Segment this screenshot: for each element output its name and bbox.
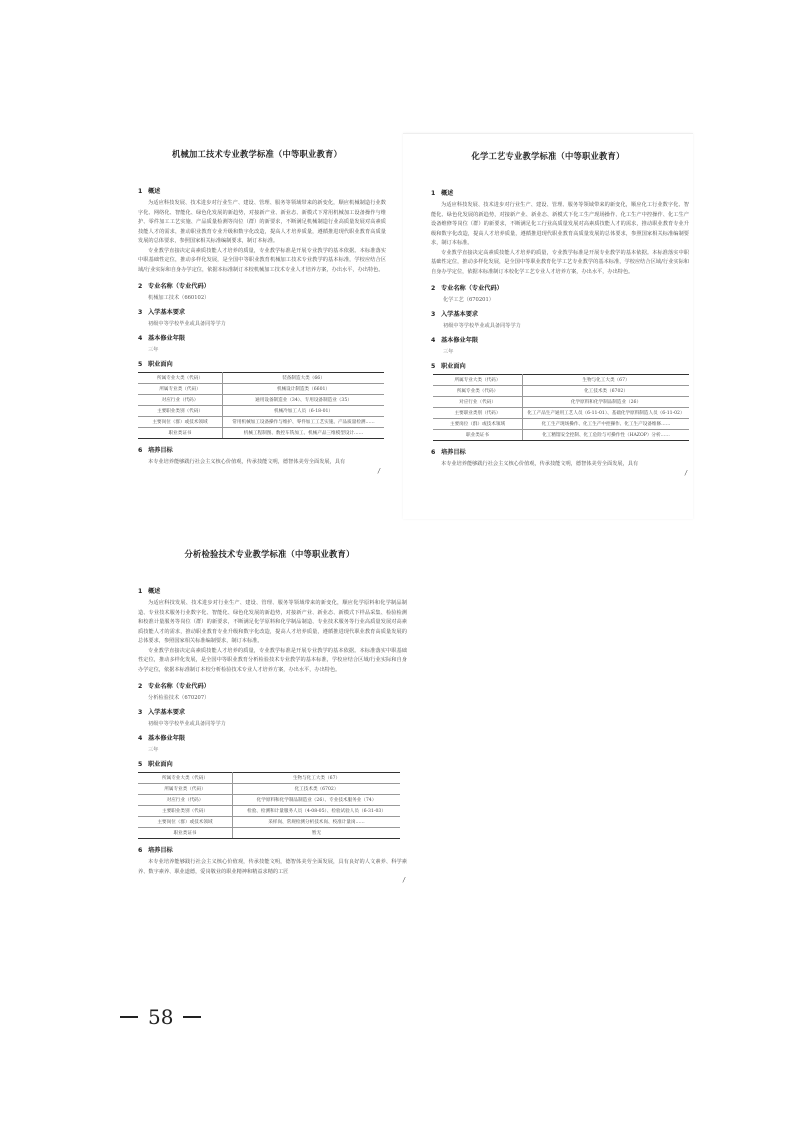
- table-row: 主要岗位（群）或技术领域 采样岗、常规检测分析技术岗、校准计量岗……: [138, 817, 400, 828]
- section-heading-6: 6 培养目标: [138, 847, 173, 854]
- section-heading-4: 4 基本修业年限: [138, 735, 186, 742]
- document-page-chemical: [403, 133, 693, 519]
- table-row: 所属专业大类（代码） 装备制造大类（66）: [138, 373, 384, 384]
- continuation-mark: /: [684, 469, 687, 477]
- overview-paragraph-2: 专业教学直接决定高素质技能人才培养的质量，专业教学标准是开展专业教学的基本依据。本标准落实中职基础性定位，推动多样化发展，是全国中等职业教育分析检验技术专业教学的基本标准，学校应结合区域/行业实际和自身办学定位，依据本标准制订本校分析检验技术专业人才培养方案，办出水平，办出特色。: [138, 647, 407, 673]
- entry-requirement: 初级中等学校毕业或具备同等学力: [148, 321, 226, 327]
- overview-paragraph-2: 专业教学直接决定高素质技能人才培养的质量，专业教学标准是开展专业教学的基本依据。本标准落实中职基础性定位，推动多样化发展，是全国中等职业教育化学工艺专业教学的基本标准，学校应结合区域/行业实际和自身办学定位，依据本标准制订本校化学工艺专业人才培养方案，办出水平，办出特色。: [431, 249, 689, 275]
- doc-title: 分析检验技术专业教学标准（中等职业教育）: [184, 549, 355, 559]
- dash-right: [183, 1016, 201, 1018]
- overview-paragraph-1: 为适应科技发展、技术进步对行业生产、建设、管理、服务等领域带来的新变化，顺应化工行业数字化、智能化、绿色化发展的新趋势，对接新产业、新业态、新模式下化工生产现场操作、化工生产中控操作、化工生产设备维修等岗位（群）的新要求，不断满足化工行业高质量发展对高素质技能人才的需求，推动职业教育专业升级和数字化改造，提高人才培养质量，遵循推进现代职业教育高质量发展的总体要求，参照国家相关标准编制要求，制订本标准。: [431, 202, 689, 246]
- entry-requirement: 初级中等学校毕业或具备同等学力: [443, 323, 521, 329]
- study-years: 三年: [443, 349, 454, 355]
- section-heading-4: 4 基本修业年限: [431, 337, 479, 344]
- entry-requirement: 初级中等学校毕业或具备同等学力: [148, 721, 226, 727]
- table-row: 职业类证书 暂无: [138, 828, 400, 839]
- doc-title: 机械加工技术专业教学标准（中等职业教育）: [172, 149, 342, 159]
- section-heading-1: 1 概述: [431, 190, 454, 197]
- table-row: 所属专业类（代码） 机械设计制造类（6601）: [138, 384, 384, 395]
- section-heading-6: 6 培养目标: [431, 449, 466, 456]
- section-heading-1: 1 概述: [138, 588, 161, 595]
- overview-paragraph-2: 专业教学直接决定高素质技能人才培养的质量，专业教学标准是开展专业教学的基本依据。本标准落实中职基础性定位，推动多样化发展，是全国中等职业教育机械加工技术专业教学的基本标准，学校应结合区域/行业实际和自身办学定位，依据本标准制订本校机械加工技术专业人才培养方案，办出水平，办出特色。: [138, 247, 386, 273]
- section-heading-3: 3 入学基本要求: [138, 309, 186, 316]
- table-row: 职业类证书 机械工程制图、数控车铣加工、机械产品三维模型设计……: [138, 428, 384, 439]
- table-row: 所属专业类（代码） 化工技术类（6702）: [138, 784, 400, 795]
- major-name: 化学工艺（670201）: [443, 297, 494, 303]
- major-name: 分析检验技术（670207）: [148, 695, 210, 701]
- career-orientation-table: [138, 772, 400, 839]
- table-row: 主要职业类别（代码） 检验、检测和计量服务人员（4-08-05）、检验试验人员（6-31-03）: [138, 806, 400, 817]
- table-row: 主要岗位（群）或技术领域 常用机械加工设备操作与维护、零件加工工艺实施、产品质量检测……: [138, 417, 384, 428]
- continuation-mark: /: [377, 467, 380, 475]
- section-heading-3: 3 入学基本要求: [138, 709, 186, 716]
- section-heading-5: 5 职业面向: [138, 761, 173, 768]
- study-years: 三年: [148, 347, 159, 353]
- career-orientation-table: [138, 372, 384, 439]
- section-heading-2: 2 专业名称（专业代码）: [431, 285, 503, 292]
- document-page-analysis: [128, 540, 411, 895]
- dash-left: [120, 1016, 138, 1018]
- overview-paragraph-1: 为适应科技发展、技术进步对行业生产、建设、管理、服务等领域带来的新变化，顺应机械制造行业数字化、网络化、智能化、绿色化发展的新趋势，对接新产业、新业态、新模式下常用机械加工设备操作与维护、零件加工工艺实施、产品质量检测等岗位（群）的新要求，不断满足机械制造行业高质量发展对高素质技能人才的需求，推动职业教育专业升级和数字化改造，提高人才培养质量，遵循推进现代职业教育高质量发展的总体要求，参照国家相关标准编制要求，制订本标准。: [138, 200, 386, 244]
- career-orientation-table: [433, 374, 689, 441]
- table-row: 对应行业（代码） 化学原料和化学制品制造业（26）: [433, 397, 689, 408]
- section-heading-5: 5 职业面向: [431, 363, 466, 370]
- section-heading-3: 3 入学基本要求: [431, 311, 479, 318]
- doc-title: 化学工艺专业教学标准（中等职业教育）: [471, 151, 625, 161]
- table-row: 职业类证书 化工精馏安全控制、化工危险与可操作性（HAZOP）分析……: [433, 430, 689, 441]
- section-heading-2: 2 专业名称（专业代码）: [138, 683, 210, 690]
- table-row: 所属专业大类（代码） 生物与化工大类（67）: [433, 375, 689, 386]
- overview-paragraph-1: 为适应科技发展、技术进步对行业生产、建设、管理、服务等领域带来的新变化，顺应化学原料和化学制品制造、专业技术服务行业数字化、智能化、绿色化发展的新趋势，对接新产业、新业态、新模式下样品采集、检验检测和校准计量服务等岗位（群）的新要求，不断满足化学原料和化学制品制造、专业技术服务等行业高质量发展对高素质技能人才的需求，推动职业教育专业升级和数字化改造，提高人才培养质量，遵循推进现代职业教育高质量发展的总体要求，参照国家相关标准编制要求，制订本标准。: [138, 600, 407, 644]
- section-heading-1: 1 概述: [138, 188, 161, 195]
- table-row: 所属专业大类（代码） 生物与化工大类（67）: [138, 773, 400, 784]
- section-heading-4: 4 基本修业年限: [138, 335, 186, 342]
- section-heading-5: 5 职业面向: [138, 361, 173, 368]
- table-row: 对应行业（代码） 化学原料和化学制品制造业（26）、专业技术服务业（74）: [138, 795, 400, 806]
- goal-paragraph: 本专业培养能够践行社会主义核心价值观，传承技能文明，德智体美劳全面发展，具有: [148, 459, 346, 465]
- table-row: 主要职业类别（代码） 化工产品生产通用工艺人员（6-11-01）、基础化学原料制造人员（6-11-02）: [433, 408, 689, 419]
- table-row: 所属专业类（代码） 化工技术类（6702）: [433, 386, 689, 397]
- table-row: 主要职业类别（代码） 机械冷加工人员（6-18-01）: [138, 406, 384, 417]
- section-heading-6: 6 培养目标: [138, 447, 173, 454]
- continuation-mark: /: [402, 877, 405, 884]
- page-number-text: 58: [148, 1005, 174, 1029]
- table-row: 对应行业（代码） 通用设备制造业（34）、专用设备制造业（35）: [138, 395, 384, 406]
- table-row: 主要岗位（群）或技术领域 化工生产现场操作、化工生产中控操作、化工生产设备维修……: [433, 419, 689, 430]
- goal-paragraph: 本专业培养能够践行社会主义核心价值观，传承技能文明，德智体美劳全面发展，具有: [441, 461, 639, 467]
- document-page-mechanical: [128, 140, 386, 508]
- page-number: [120, 1005, 201, 1029]
- study-years: 三年: [148, 747, 159, 753]
- goal-paragraph: 本专业培养能够践行社会主义核心价值观，传承技能文明，德智体美劳全面发展，具有良好的人文素养、科学素养、数字素养、职业道德，爱岗敬业的职业精神和精益求精的工匠: [138, 859, 407, 875]
- major-name: 机械加工技术（660102）: [148, 295, 210, 301]
- section-heading-2: 2 专业名称（专业代码）: [138, 283, 210, 290]
